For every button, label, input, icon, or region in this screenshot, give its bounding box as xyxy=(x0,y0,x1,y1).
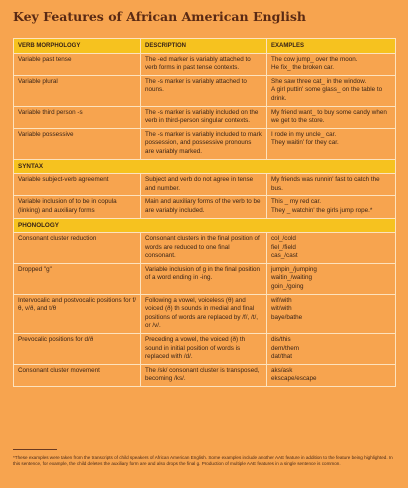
table-row xyxy=(14,196,396,218)
examples-cell: The cow jump_ over the moon. He fix_ the broken car. xyxy=(267,53,396,75)
examples-cell: jumpin_/jumping waitin_/waiting goin_/going xyxy=(267,263,396,294)
table-row xyxy=(14,75,396,106)
feature-cell: Consonant cluster reduction xyxy=(14,233,141,264)
header-examples: EXAMPLES xyxy=(267,39,396,54)
description-cell: Following a vowel, voiceless (θ) and voiced (ð) th sounds in medial and final positions of words are replaced by /f/, /t/, or /v/. xyxy=(141,294,267,333)
syntax-section xyxy=(14,159,396,174)
description-cell: Subject and verb do not agree in tense and number. xyxy=(141,174,267,196)
syntax-section-label: SYNTAX xyxy=(14,159,396,174)
feature-cell: Variable past tense xyxy=(14,53,141,75)
description-cell: The -s marker is variably included on the verb in third-person singular contexts. xyxy=(141,106,267,128)
description-cell: Variable inclusion of g in the final position of a word ending in -ing. xyxy=(141,263,267,294)
feature-cell: Variable possessive xyxy=(14,128,141,159)
feature-cell: Dropped "g" xyxy=(14,263,141,294)
examples-cell: My friends was runnin' fast to catch the bus. xyxy=(267,174,396,196)
table-row xyxy=(14,174,396,196)
features-table xyxy=(13,38,396,387)
table-row xyxy=(14,364,396,386)
examples-cell: aks/ask ekscape/escape xyxy=(267,364,396,386)
examples-cell: wif/with wit/with baye/bathe xyxy=(267,294,396,333)
phonology-section xyxy=(14,218,396,233)
examples-cell: col_/cold fiel_/field cas_/cast xyxy=(267,233,396,264)
description-cell: The /sk/ consonant cluster is transposed, becoming /ks/. xyxy=(141,364,267,386)
table-row xyxy=(14,128,396,159)
header-description: DESCRIPTION xyxy=(141,39,267,54)
table-header-row xyxy=(14,39,396,54)
description-cell: The -ed marker is variably attached to verb forms in past tense contexts. xyxy=(141,53,267,75)
description-cell: The -s marker is variably attached to nouns. xyxy=(141,75,267,106)
description-cell: The -s marker is variably included to mark possession, and possessive pronouns are variably marked. xyxy=(141,128,267,159)
examples-cell: This _ my red car. They _ watchin' the girls jump rope.* xyxy=(267,196,396,218)
footnote: *These examples were taken from the transcripts of child speakers of African American English. Some examples include another AAE feature in addition to the feature being highlighted. In this sentence, for example, the child deletes the auxiliary form are and also drops the final g. Production of multiple AAE features in a single sentence is common. xyxy=(13,455,393,467)
feature-cell: Prevocalic positions for d/ð xyxy=(14,334,141,365)
feature-cell: Variable plural xyxy=(14,75,141,106)
header-verb-morphology: VERB MORPHOLOGY xyxy=(14,39,141,54)
table-row xyxy=(14,294,396,333)
description-cell: Consonant clusters in the final position of words are reduced to one final consonant. xyxy=(141,233,267,264)
footnote-divider xyxy=(13,449,57,450)
description-cell: Preceding a vowel, the voiced (ð) th sound in initial position of words is replaced with /d/. xyxy=(141,334,267,365)
page-title: Key Features of African American English xyxy=(13,9,306,24)
table-row xyxy=(14,334,396,365)
feature-cell: Variable third person -s xyxy=(14,106,141,128)
examples-cell: She saw three cat_ in the window. A girl puttin' some glass_ on the table to drink. xyxy=(267,75,396,106)
table-body xyxy=(14,53,396,386)
table-row xyxy=(14,106,396,128)
feature-cell: Consonant cluster movement xyxy=(14,364,141,386)
feature-cell: Variable inclusion of to be in copula (linking) and auxiliary forms xyxy=(14,196,141,218)
examples-cell: dis/this dem/them dat/that xyxy=(267,334,396,365)
table-row xyxy=(14,53,396,75)
table-row xyxy=(14,263,396,294)
examples-cell: I rode in my uncle_ car. They waitin' for they car. xyxy=(267,128,396,159)
description-cell: Main and auxiliary forms of the verb to be are variably included. xyxy=(141,196,267,218)
feature-cell: Intervocalic and postvocalic positions for f/θ, v/ð, and t/θ xyxy=(14,294,141,333)
phonology-section-label: PHONOLOGY xyxy=(14,218,396,233)
table-row xyxy=(14,233,396,264)
examples-cell: My friend want_ to buy some candy when we get to the store. xyxy=(267,106,396,128)
feature-cell: Variable subject-verb agreement xyxy=(14,174,141,196)
